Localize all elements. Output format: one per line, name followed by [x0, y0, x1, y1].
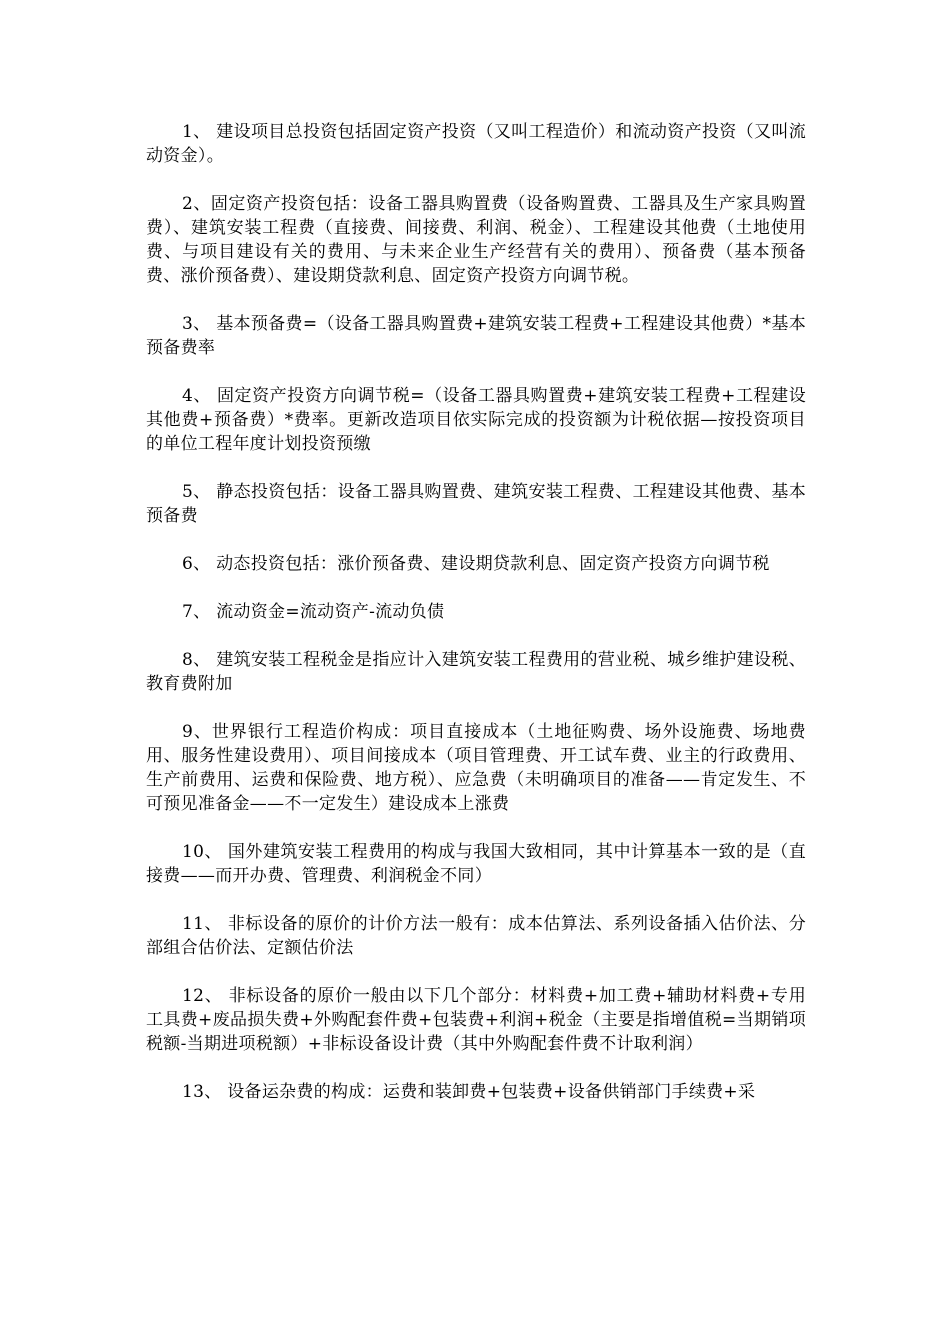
paragraph-3: 3、 基本预备费=（设备工器具购置费+建筑安装工程费+工程建设其他费）*基本预备费率 — [146, 314, 806, 358]
paragraph-12: 12、 非标设备的原价一般由以下几个部分：材料费+加工费+辅助材料费+专用工具费+废品损失费+外购配套件费+包装费+利润+税金（主要是指增值税=当期销项税额-当期进项税额）+非标设备设计费（其中外购配套件费不计取利润） — [146, 986, 806, 1054]
paragraph-10: 10、 国外建筑安装工程费用的构成与我国大致相同，其中计算基本一致的是（直接费——而开办费、管理费、利润税金不同） — [146, 842, 806, 886]
paragraph-4: 4、 固定资产投资方向调节税=（设备工器具购置费+建筑安装工程费+工程建设其他费+预备费）*费率。更新改造项目依实际完成的投资额为计税依据—按投资项目的单位工程年度计划投资预缴 — [146, 386, 806, 454]
paragraph-8: 8、 建筑安装工程税金是指应计入建筑安装工程费用的营业税、城乡维护建设税、教育费附加 — [146, 650, 806, 694]
paragraph-1: 1、 建设项目总投资包括固定资产投资（又叫工程造价）和流动资产投资（又叫流动资金）。 — [146, 122, 806, 166]
paragraph-9: 9、世界银行工程造价构成：项目直接成本（土地征购费、场外设施费、场地费用、服务性建设费用）、项目间接成本（项目管理费、开工试车费、业主的行政费用、生产前费用、运费和保险费、地方税）、应急费（未明确项目的准备——肯定发生、不可预见准备金——不一定发生）建设成本上涨费 — [146, 722, 806, 814]
paragraph-2: 2、固定资产投资包括：设备工器具购置费（设备购置费、工器具及生产家具购置费）、建筑安装工程费（直接费、间接费、利润、税金）、工程建设其他费（土地使用费、与项目建设有关的费用、与未来企业生产经营有关的费用）、预备费（基本预备费、涨价预备费）、建设期贷款利息、固定资产投资方向调节税。 — [146, 194, 806, 286]
document-body — [146, 120, 806, 1128]
paragraph-6: 6、 动态投资包括：涨价预备费、建设期贷款利息、固定资产投资方向调节税 — [182, 554, 770, 574]
paragraph-13: 13、 设备运杂费的构成：运费和装卸费+包装费+设备供销部门手续费+采 — [182, 1082, 756, 1102]
paragraph-11: 11、 非标设备的原价的计价方法一般有：成本估算法、系列设备插入估价法、分部组合估价法、定额估价法 — [146, 914, 806, 958]
paragraph-7: 7、 流动资金=流动资产-流动负债 — [182, 602, 445, 622]
paragraph-5: 5、 静态投资包括：设备工器具购置费、建筑安装工程费、工程建设其他费、基本预备费 — [146, 482, 806, 526]
